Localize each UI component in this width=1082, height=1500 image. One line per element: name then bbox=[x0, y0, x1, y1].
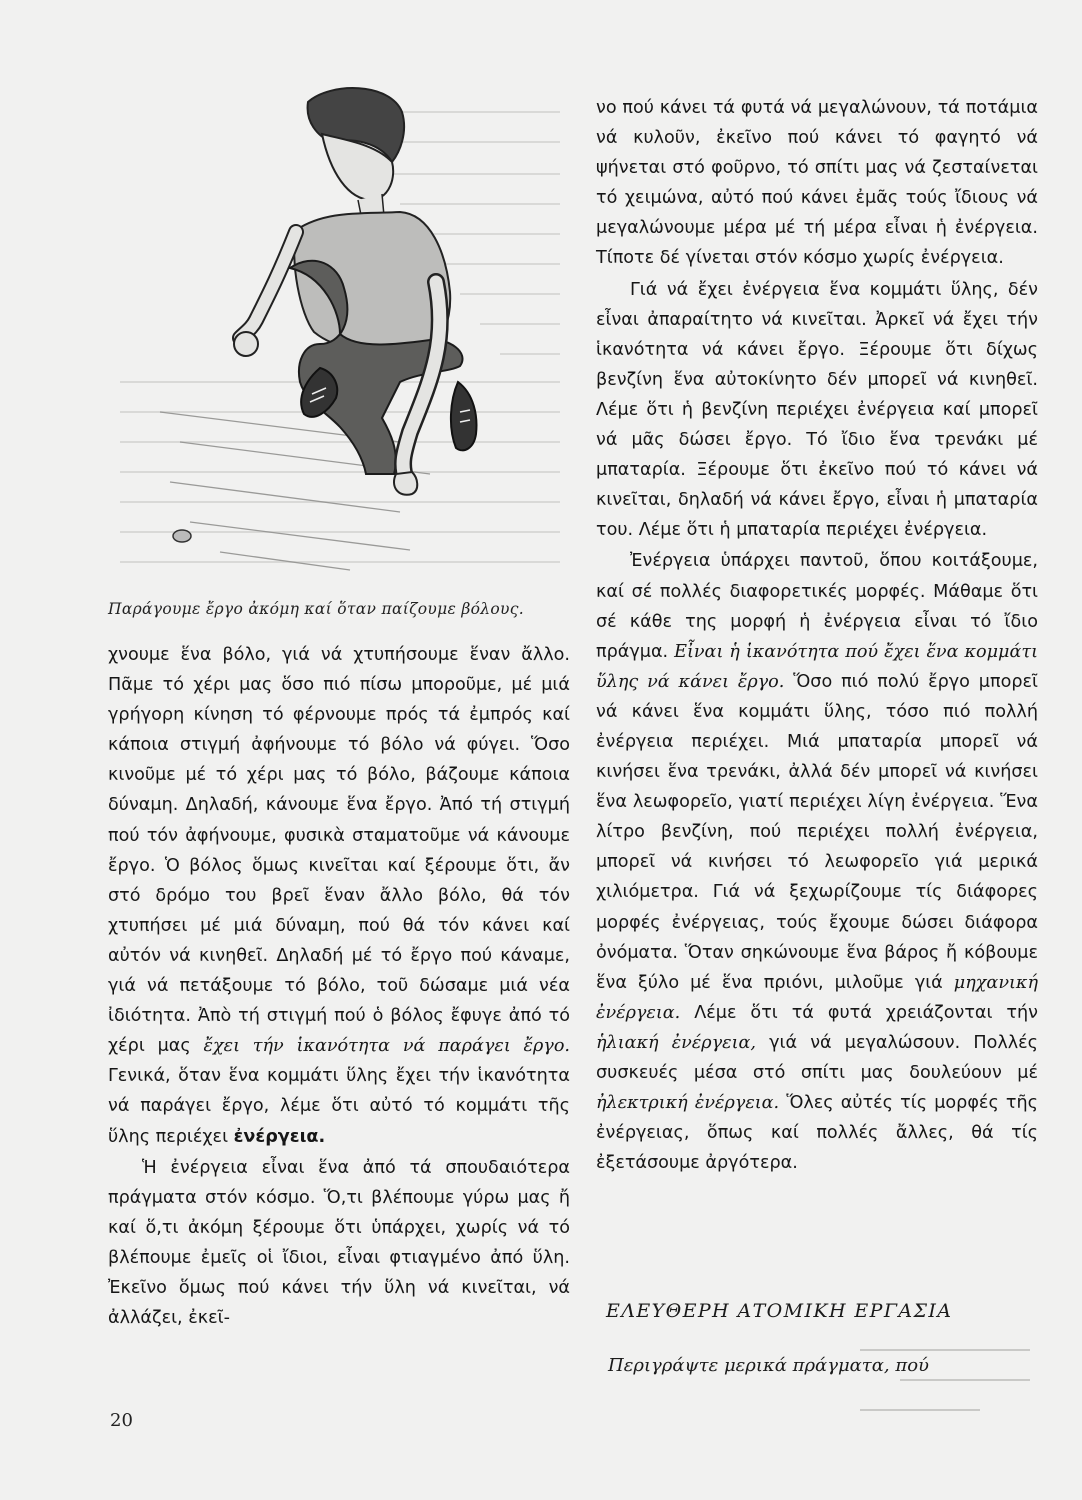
marble-icon bbox=[173, 530, 191, 542]
emphasis-text: ἔχει τήν ἱκανότητα νά παράγει ἔργο. bbox=[203, 1036, 571, 1057]
left-text-column bbox=[108, 640, 570, 1333]
emphasis-text: ἠλεκτρική ἐνέργεια. bbox=[596, 1093, 780, 1114]
bleed-through-marks bbox=[860, 1340, 1030, 1420]
emphasis-text: μηχανική ἐνέργεια. bbox=[596, 972, 1038, 1023]
paragraph: χνουμε ἕνα βόλο, γιά νά χτυπήσουμε ἕναν ἄλλο. Πᾶμε τό χέρι μας ὅσο πιό πίσω μποροῦμε, μέ μιά γρήγορη κίνηση τό φέρνουμε πρός τά ἐμπρός καί κάποια στιγμή ἀφήνουμε τό βόλο νά φύγει. Ὅσο κινοῦμε μέ τό χέρι μας τό βόλο, βάζουμε κάποια δύναμη. Δηλαδή, κάνουμε ἕνα ἔργο. Ἀπό τή στιγμή πού τόν ἀφήνουμε, φυσικὰ σταματοῦμε νά κάνουμε ἔργο. Ὁ βόλος ὅμως κινεῖται καί ξέρουμε ὅτι, ἄν στό δρόμο του βρεῖ ἕναν ἄλλο βόλο, θά τόν χτυπήσει μέ μιά δύναμη, πού θά τόν κάνει καί αὐτόν νά κινηθεῖ. Δηλαδή μέ τό ἔργο πού κάναμε, γιά νά πετάξουμε τό βόλο, τοῦ δώσαμε μιά νέα ἰδιότητα. Ἀπὸ τή στιγμή πού ὁ βόλος ἔφυγε ἀπό τό χέρι μας ἔχει τήν ἱκανότητα νά παράγει ἔργο. Γενικά, ὅταν ἕνα κομμάτι ὕλης ἔχει τήν ἱκανότητα νά παράγει ἔργο, λέμε ὅτι αὐτό τό κομμάτι τῆς ὕλης περιέχει ἐνέργεια. bbox=[108, 645, 571, 1147]
paragraph: Ἡ ἐνέργεια εἶναι ἕνα ἀπό τά σπουδαιότερα πράγματα στόν κόσμο. Ὅ,τι βλέπουμε γύρω μας ἤ καί ὅ,τι ἀκόμη ξέρουμε ὅτι ὑπάρχει, χωρίς νά τό βλέπουμε ἐμεῖς οἱ ἴδιοι, εἶναι φτιαγμένο ἀπό ὕλη. Ἐκεῖνο ὅμως πού κάνει τήν ὕλη νά κινεῖται, νά ἀλλάζει, ἐκεῖ- bbox=[108, 1157, 570, 1329]
boy-playing-marbles-illustration bbox=[100, 82, 568, 582]
emphasis-text: ἡλιακή ἐνέργεια, bbox=[596, 1032, 756, 1053]
exercise-prompt: Περιγράψτε μερικά πράγματα, πού bbox=[608, 1355, 929, 1376]
right-text-column bbox=[596, 93, 1038, 1178]
illustration-caption: Παράγουμε ἔργο ἀκόμη καί ὅταν παίζουμε βόλους. bbox=[108, 600, 524, 618]
paragraph: Γιά νά ἔχει ἐνέργεια ἕνα κομμάτι ὕλης, δέν εἶναι ἀπαραίτητο νά κινεῖται. Ἀρκεῖ νά ἔχει τήν ἱκανότητα νά κάνει ἔργο. Ξέρουμε ὅτι δίχως βενζίνη ἕνα αὐτοκίνητο δέν μπορεῖ νά κινηθεῖ. Λέμε ὅτι ἡ βενζίνη περιέχει ἐνέργεια καί μπορεῖ νά μᾶς δώσει ἔργο. Τό ἴδιο ἕνα τρενάκι μέ μπαταρία. Ξέρουμε ὅτι ἐκεῖνο πού τό κάνει νά κινεῖται, δηλαδή νά κάνει ἔργο, εἶναι ἡ μπαταρία του. Λέμε ὅτι ἡ μπαταρία περιέχει ἐνέργεια. bbox=[596, 279, 1038, 541]
paragraph: νο πού κάνει τά φυτά νά μεγαλώνουν, τά ποτάμια νά κυλοῦν, ἐκεῖνο πού κάνει τό φαγητό νά ψήνεται στό φοῦρνο, τό σπίτι μας νά ζεσταίνεται τό χειμώνα, αὐτό πού κάνει ἐμᾶς τούς ἴδιους νά μεγαλώνουμε μέρα μέ τή μέρα εἶναι ἡ ἐνέργεια. Τίποτε δέ γίνεται στόν κόσμο χωρίς ἐνέργεια. bbox=[596, 98, 1038, 269]
key-term: ἐνέργεια. bbox=[233, 1126, 326, 1147]
shoe-icon bbox=[451, 382, 477, 450]
page-number: 20 bbox=[110, 1410, 133, 1431]
paragraph: Ἐνέργεια ὑπάρχει παντοῦ, ὅπου κοιτάξουμε, καί σέ πολλές διαφορετικές μορφές. Μάθαμε ὅτι σέ κάθε της μορφή ἡ ἐνέργεια εἶναι τό ἴδιο πράγμα. Εἶναι ἡ ἱκανότητα πού ἔχει ἕνα κομμάτι ὕλης νά κάνει ἔργο. Ὅσο πιό πολύ ἔργο μπορεῖ νά κάνει ἕνα κομμάτι ὕλης, τόσο πιό πολλή ἐνέργεια περιέχει. Μιά μπαταρία μπορεῖ νά κινήσει ἕνα τρενάκι, ἀλλά δέν μπορεῖ νά κινήσει ἕνα λεωφορεῖο, γιατί περιέχει λίγη ἐνέργεια. Ἕνα λίτρο βενζίνη, πού περιέχει πολλή ἐνέργεια, μπορεῖ νά κινήσει τό λεωφορεῖο γιά μερικά χιλιόμετρα. Γιά νά ξεχωρίζουμε τίς διάφορες μορφές ἐνέργειας, τούς ἔχουμε δώσει διάφορα ὀνόματα. Ὅταν σηκώνουμε ἕνα βάρος ἤ κόβουμε ἕνα ξύλο μέ ἕνα πριόνι, μιλοῦμε γιά μηχανική ἐνέργεια. Λέμε ὅτι τά φυτά χρειάζονται τήν ἡλιακή ἐνέργεια, γιά νά μεγαλώσουν. Πολλές συσκευές μέσα στό σπίτι μας δουλεύουν μέ ἠλεκτρική ἐνέργεια. Ὅλες αὐτές τίς μορφές τῆς ἐνέργειας, ὅπως καί πολλές ἄλλες, θά τίς ἐξετάσουμε ἀργότερα. bbox=[596, 551, 1038, 1174]
emphasis-text: Εἶναι ἡ ἱκανότητα πού ἔχει ἕνα κομμάτι ὕλης νά κάνει ἔργο. bbox=[596, 641, 1038, 692]
section-heading: ΕΛΕΥΘΕΡΗ ΑΤΟΜΙΚΗ ΕΡΓΑΣΙΑ bbox=[606, 1300, 953, 1322]
